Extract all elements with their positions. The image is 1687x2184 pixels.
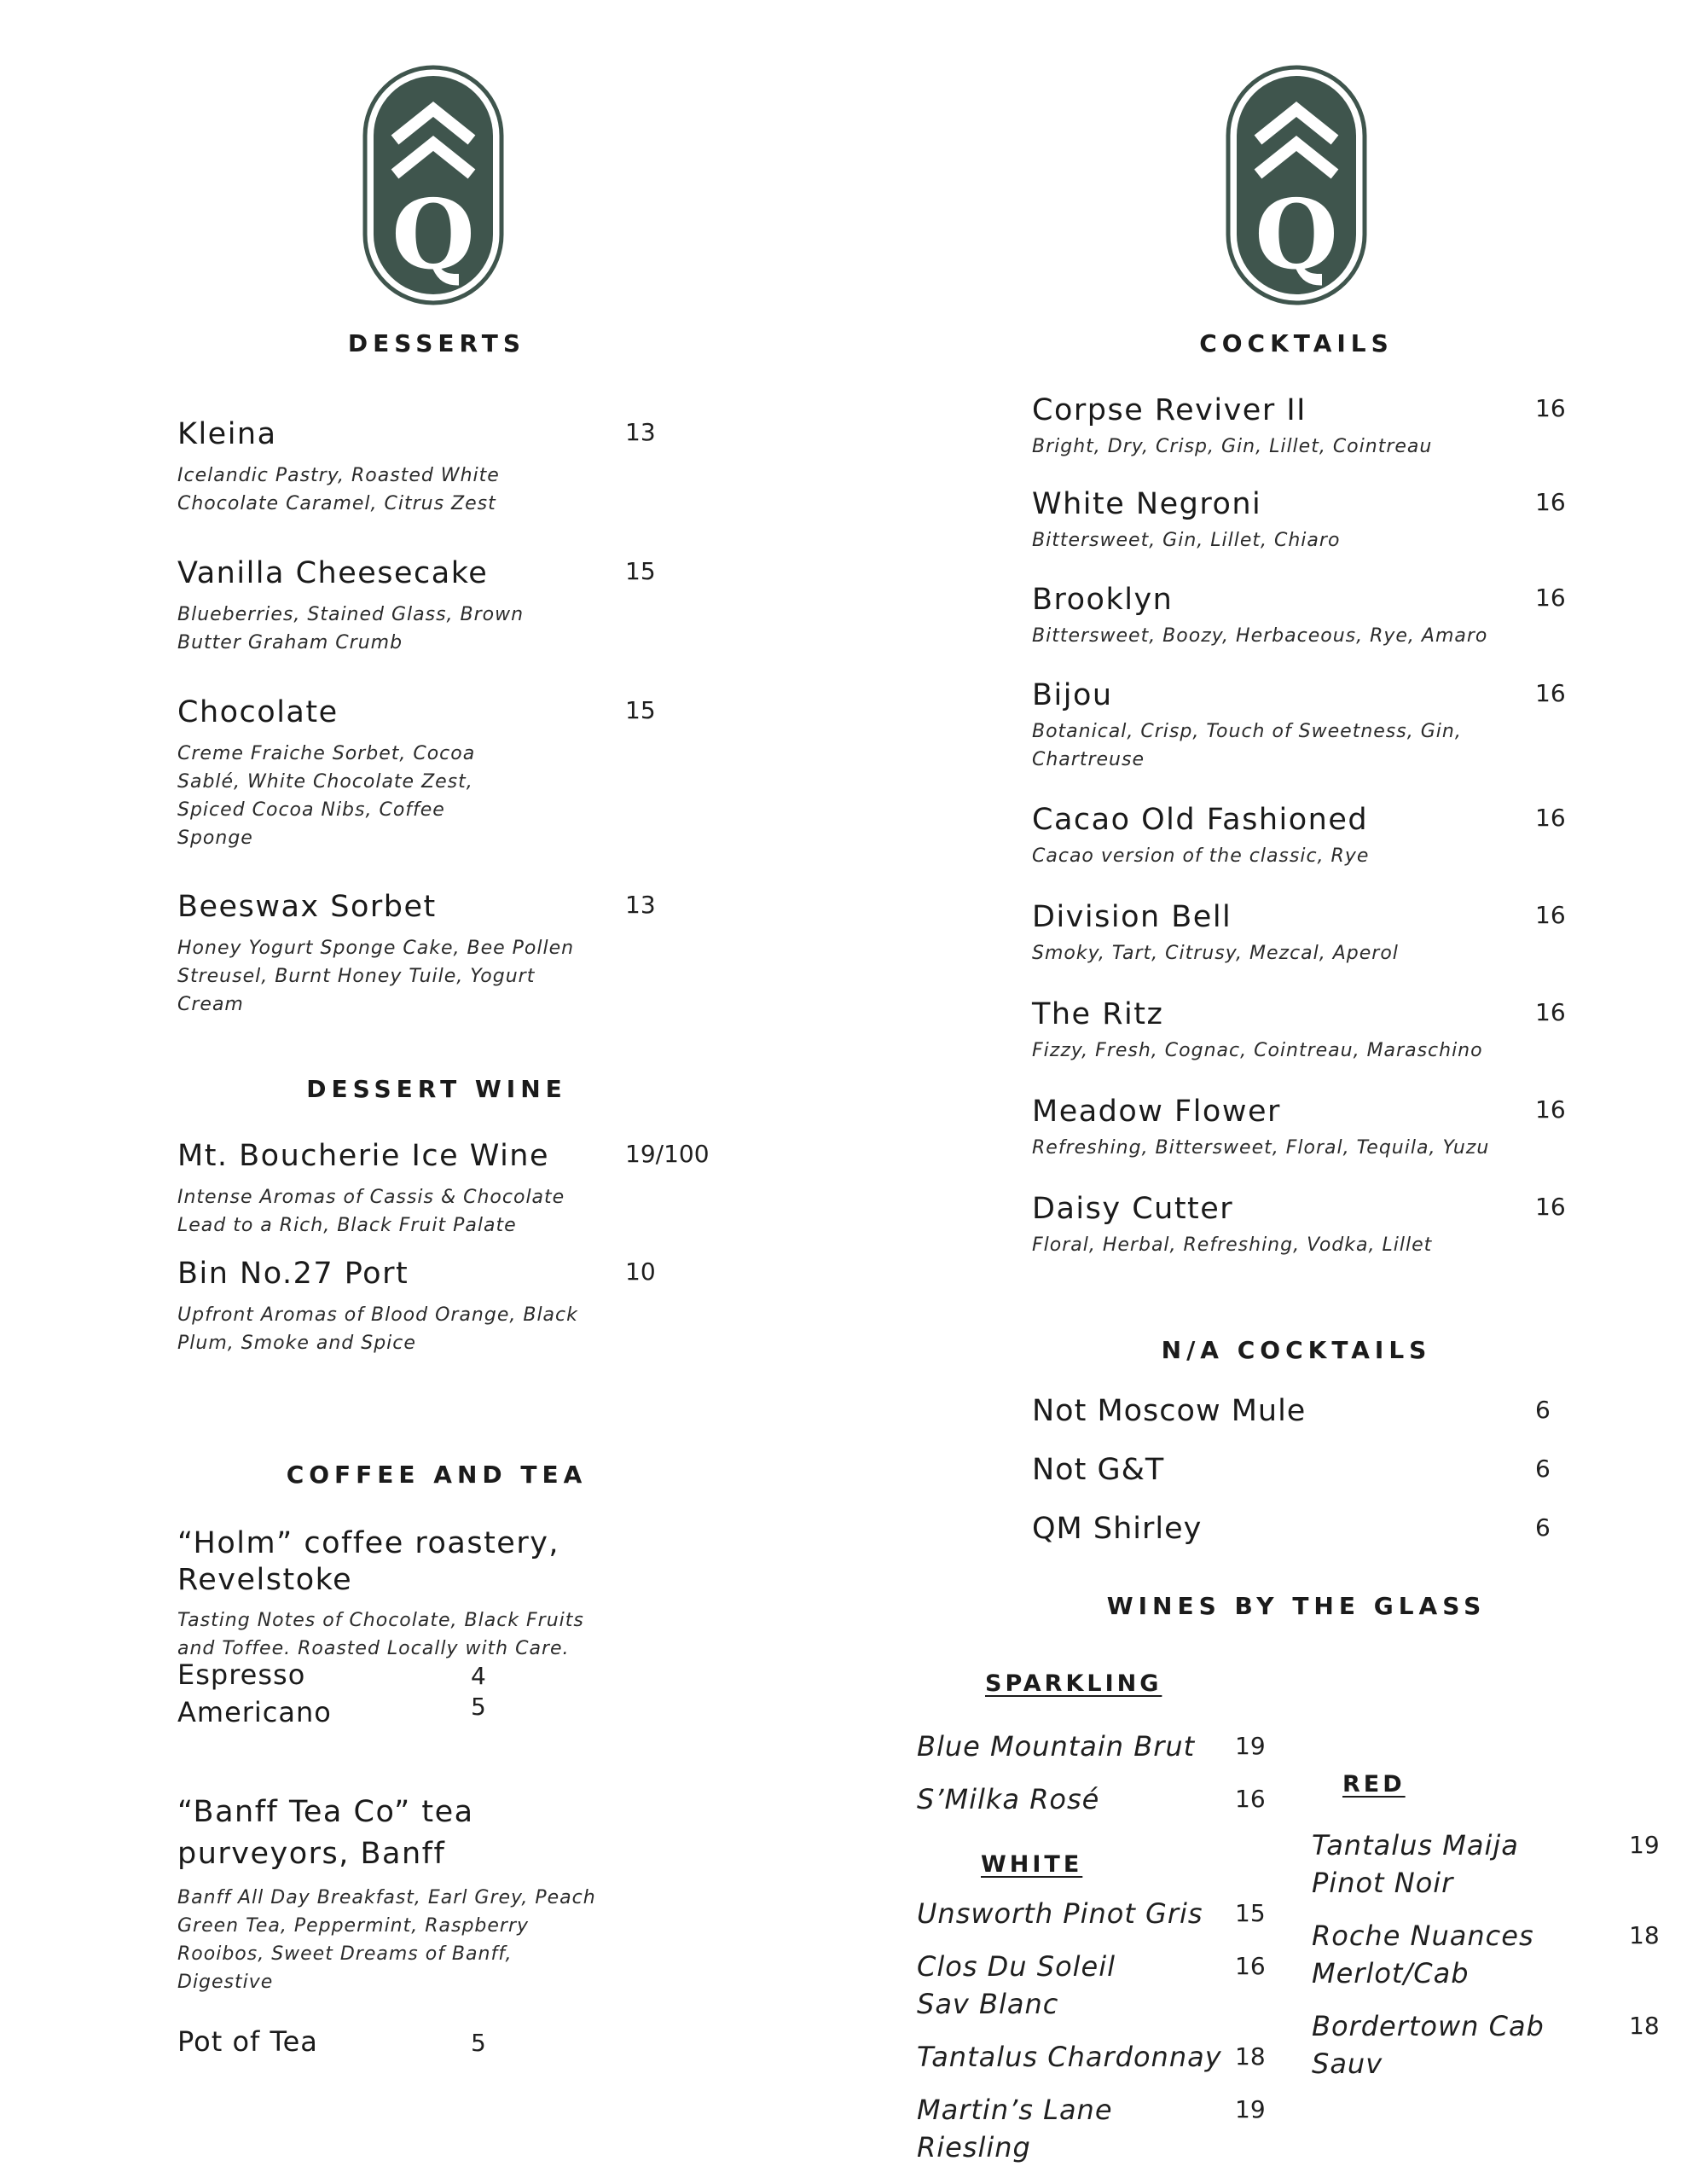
coffee-item-name: Americano xyxy=(177,1696,332,1728)
wine-price: 19 xyxy=(1235,1732,1266,1760)
tea-item-price: 5 xyxy=(471,2029,486,2057)
wine-name: Blue Mountain Brut xyxy=(917,1730,1196,1763)
cocktail-name: Daisy Cutter xyxy=(1032,1192,1234,1226)
cocktail-price: 16 xyxy=(1535,901,1566,929)
wine-name: S’Milka Rosé xyxy=(917,1783,1100,1815)
cocktail-desc: Refreshing, Bittersweet, Floral, Tequila, Yuzu xyxy=(1032,1136,1490,1159)
dessert-desc: Blueberries, Stained Glass, Brown Butter Graham Crumb xyxy=(177,603,525,653)
dessert-wine-item xyxy=(177,1256,587,1357)
cocktail-item xyxy=(1032,802,1510,870)
logo-letter: Q xyxy=(391,179,475,291)
wine-name: Tantalus Chardonnay xyxy=(917,2041,1222,2073)
dessert-item xyxy=(177,694,519,852)
cocktail-price: 16 xyxy=(1535,1193,1566,1221)
cocktail-price: 16 xyxy=(1535,804,1566,832)
na-cocktail-name: Not Moscow Mule xyxy=(1032,1394,1307,1428)
tea-title: “Banff Tea Co” tea purveyors, Banff xyxy=(177,1795,474,1871)
dessert-wine-item xyxy=(177,1138,587,1240)
cocktail-name: Cacao Old Fashioned xyxy=(1032,803,1369,837)
coffee-block xyxy=(177,1525,723,1663)
dessert-wine-desc: Intense Aromas of Cassis & Chocolate Lead to a Rich, Black Fruit Palate xyxy=(177,1186,565,1236)
cocktail-price: 16 xyxy=(1535,1095,1566,1124)
coffee-tea-heading: COFFEE AND TEA xyxy=(286,1461,588,1489)
dessert-price: 13 xyxy=(625,891,656,919)
na-cocktail-price: 6 xyxy=(1535,1455,1551,1483)
dessert-name: Chocolate xyxy=(177,695,339,729)
cocktail-name: Division Bell xyxy=(1032,900,1232,934)
logo-left xyxy=(362,65,504,305)
wines-heading: WINES BY THE GLASS xyxy=(1106,1592,1487,1620)
wine-price: 19 xyxy=(1629,1831,1660,1859)
dessert-desc: Creme Fraiche Sorbet, Cocoa Sablé, White Chocolate Zest, Spiced Cocoa Nibs, Coffee Sponge xyxy=(177,742,476,849)
coffee-title: “Holm” coffee roastery, Revelstoke xyxy=(177,1526,560,1597)
wine-price: 16 xyxy=(1235,1785,1266,1813)
dessert-wine-name: Bin No.27 Port xyxy=(177,1257,409,1291)
cocktail-item xyxy=(1032,486,1510,555)
dessert-item xyxy=(177,416,578,518)
dessert-price: 15 xyxy=(625,557,656,585)
dessert-wine-desc: Upfront Aromas of Blood Orange, Black Plum, Smoke and Spice xyxy=(177,1304,578,1354)
tea-block xyxy=(177,1792,655,1996)
coffee-item-price: 5 xyxy=(471,1693,486,1721)
na-cocktail-price: 6 xyxy=(1535,1513,1551,1542)
coffee-desc: Tasting Notes of Chocolate, Black Fruits and Toffee. Roasted Locally with Care. xyxy=(177,1610,584,1660)
cocktail-desc: Cacao version of the classic, Rye xyxy=(1032,845,1370,867)
wine-name: Bordertown Cab Sauv xyxy=(1312,2010,1545,2080)
wine-price: 15 xyxy=(1235,1899,1266,1927)
cocktails-heading: COCKTAILS xyxy=(1199,329,1394,357)
cocktail-price: 16 xyxy=(1535,488,1566,516)
desserts-heading: DESSERTS xyxy=(347,329,526,357)
wine-name: Martin’s Lane Riesling xyxy=(917,2094,1113,2164)
cocktail-item xyxy=(1032,677,1484,774)
dessert-price: 15 xyxy=(625,696,656,724)
cocktail-name: Corpse Reviver II xyxy=(1032,393,1307,427)
cocktail-name: The Ritz xyxy=(1032,997,1164,1031)
tea-item-name: Pot of Tea xyxy=(177,2025,318,2058)
cocktail-name: White Negroni xyxy=(1032,487,1262,521)
cocktail-desc: Botanical, Crisp, Touch of Sweetness, Gin, Chartreuse xyxy=(1032,720,1462,770)
cocktail-item xyxy=(1032,899,1510,967)
wine-price: 18 xyxy=(1235,2042,1266,2071)
cocktail-name: Bijou xyxy=(1032,678,1113,712)
wine-price: 16 xyxy=(1235,1952,1266,1980)
na-cocktail-name: Not G&T xyxy=(1032,1453,1165,1487)
cocktail-price: 16 xyxy=(1535,394,1566,422)
cocktail-desc: Floral, Herbal, Refreshing, Vodka, Lillet xyxy=(1032,1234,1433,1256)
dessert-desc: Icelandic Pastry, Roasted White Chocolate Caramel, Citrus Zest xyxy=(177,464,500,514)
wine-name: Tantalus Maija Pinot Noir xyxy=(1312,1829,1519,1899)
dessert-wine-name: Mt. Boucherie Ice Wine xyxy=(177,1139,550,1173)
wine-price: 18 xyxy=(1629,2012,1660,2040)
wine-price: 18 xyxy=(1629,1921,1660,1949)
na-cocktails-heading: N/A COCKTAILS xyxy=(1161,1336,1432,1364)
dessert-price: 13 xyxy=(625,418,656,446)
cocktail-name: Brooklyn xyxy=(1032,583,1174,617)
wine-name: Roche Nuances Merlot/Cab xyxy=(1312,1920,1534,1989)
cocktail-item xyxy=(1032,392,1510,461)
cocktail-price: 16 xyxy=(1535,584,1566,612)
cocktail-desc: Smoky, Tart, Citrusy, Mezcal, Aperol xyxy=(1032,942,1399,964)
cocktail-desc: Fizzy, Fresh, Cognac, Cointreau, Maraschino xyxy=(1032,1039,1483,1061)
wine-name: Clos Du Soleil Sav Blanc xyxy=(917,1950,1116,2020)
tea-desc: Banff All Day Breakfast, Earl Grey, Peach Green Tea, Peppermint, Raspberry Rooibos, Sweet Dreams of Banff, Digestive xyxy=(177,1887,596,1993)
cocktail-item xyxy=(1032,1191,1527,1259)
dessert-item xyxy=(177,555,553,657)
dessert-wine-heading: DESSERT WINE xyxy=(306,1075,567,1103)
wine-price: 19 xyxy=(1235,2095,1266,2123)
cocktail-desc: Bittersweet, Boozy, Herbaceous, Rye, Amaro xyxy=(1032,624,1488,647)
cocktail-price: 16 xyxy=(1535,679,1566,707)
cocktail-item xyxy=(1032,582,1510,650)
wine-name: Unsworth Pinot Gris xyxy=(917,1897,1203,1930)
sparkling-label: SPARKLING xyxy=(985,1670,1162,1697)
cocktail-price: 16 xyxy=(1535,998,1566,1026)
dessert-wine-price: 19/100 xyxy=(625,1140,710,1168)
dessert-name: Kleina xyxy=(177,417,277,451)
na-cocktail-name: QM Shirley xyxy=(1032,1512,1203,1546)
coffee-item-price: 4 xyxy=(471,1662,486,1690)
red-label: RED xyxy=(1342,1771,1406,1798)
cocktail-desc: Bright, Dry, Crisp, Gin, Lillet, Cointreau xyxy=(1032,435,1433,457)
logo-letter: Q xyxy=(1255,179,1338,291)
dessert-name: Beeswax Sorbet xyxy=(177,890,437,924)
logo-right xyxy=(1226,65,1367,305)
cocktail-name: Meadow Flower xyxy=(1032,1095,1281,1129)
dessert-item xyxy=(177,889,587,1019)
dessert-name: Vanilla Cheesecake xyxy=(177,556,489,590)
na-cocktail-price: 6 xyxy=(1535,1396,1551,1424)
cocktail-item xyxy=(1032,1094,1527,1162)
cocktail-item xyxy=(1032,996,1527,1065)
dessert-desc: Honey Yogurt Sponge Cake, Bee Pollen Streusel, Burnt Honey Tuile, Yogurt Cream xyxy=(177,937,575,1015)
white-label: WHITE xyxy=(981,1851,1083,1878)
coffee-item-name: Espresso xyxy=(177,1658,306,1691)
dessert-wine-price: 10 xyxy=(625,1258,656,1286)
cocktail-desc: Bittersweet, Gin, Lillet, Chiaro xyxy=(1032,529,1341,551)
